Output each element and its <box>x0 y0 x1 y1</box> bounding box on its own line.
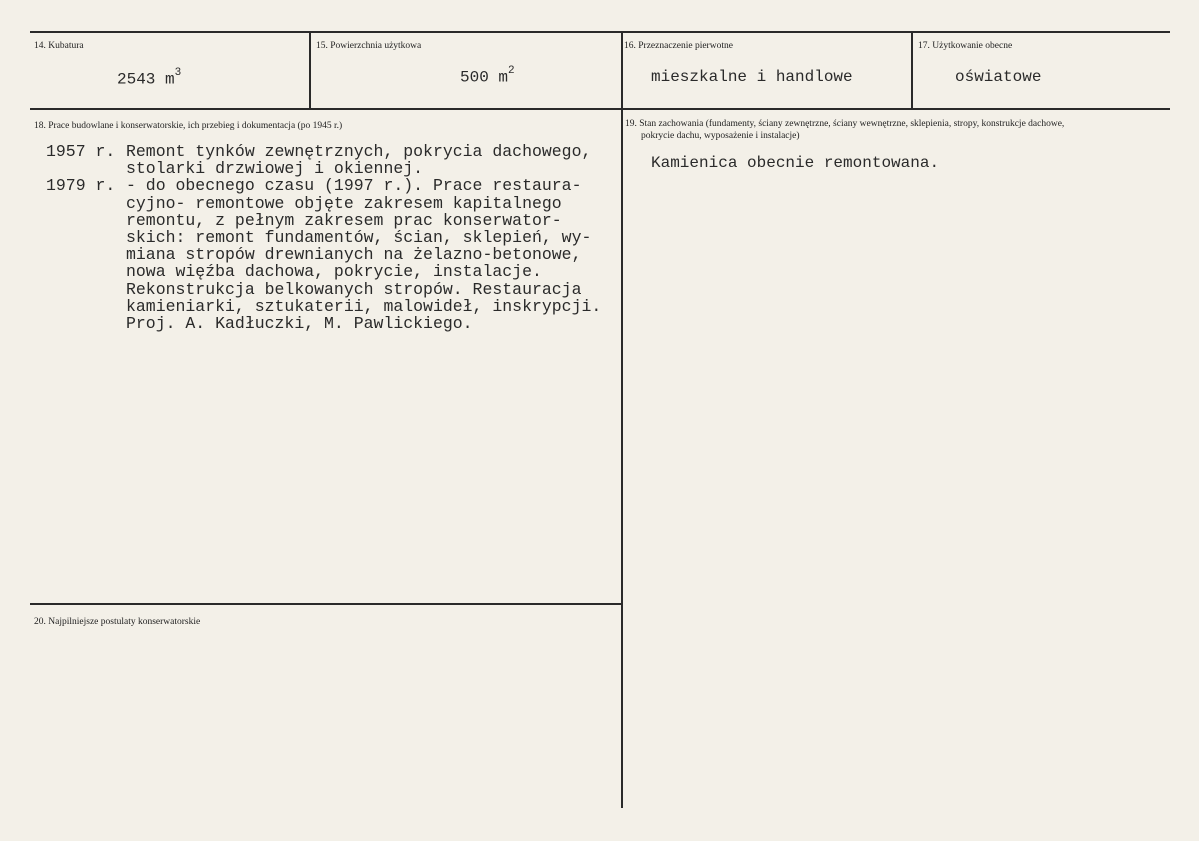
work-line: nowa więźba dachowa, pokrycie, instalacje. <box>126 262 542 282</box>
work-entry-text <box>126 177 601 332</box>
field-16-label: 16. Przeznaczenie pierwotne <box>624 41 733 51</box>
work-line: skich: remont fundamentów, ścian, sklepień, wy- <box>126 228 592 248</box>
area-value: 500 m <box>460 68 509 87</box>
field-14-label: 14. Kubatura <box>34 41 84 51</box>
field-19-label-line1: 19. Stan zachowania (fundamenty, ściany zewnętrzne, ściany wewnętrzne, sklepienia, stropy, konstrukcje dachowe, <box>625 119 1065 129</box>
work-entry <box>46 177 601 332</box>
field-17-label: 17. Użytkowanie obecne <box>918 41 1013 51</box>
field-20-label: 20. Najpilniejsze postulaty konserwatorskie <box>34 617 201 627</box>
field-14-value <box>117 69 181 88</box>
work-entry-year: 1979 r. <box>46 176 116 196</box>
section-20-top-line <box>30 603 622 605</box>
kubatura-value: 2543 m <box>117 70 175 89</box>
col-divider-1 <box>309 31 311 110</box>
work-entry-text <box>126 143 591 177</box>
row-divider-line <box>30 108 1170 110</box>
top-border-line <box>30 31 1170 33</box>
work-line: Rekonstrukcja belkowanych stropów. Restauracja <box>126 279 582 299</box>
work-line: remontu, z pełnym zakresem prac konserwator- <box>126 210 562 230</box>
field-19-label-line2: pokrycie dachu, wyposażenie i instalacje) <box>641 131 800 141</box>
field-18-label: 18. Prace budowlane i konserwatorskie, ich przebieg i dokumentacja (po 1945 r.) <box>34 121 343 131</box>
col-divider-3 <box>911 31 913 110</box>
work-line: cyjno- remontowe objęte zakresem kapitalnego <box>126 193 562 213</box>
work-line: Proj. A. Kadłuczki, M. Pawlickiego. <box>126 314 473 334</box>
field-15-label: 15. Powierzchnia użytkowa <box>316 41 422 51</box>
work-entry-year: 1957 r. <box>46 142 116 161</box>
work-line: miana stropów drewnianych na żelazno-betonowe, <box>126 245 582 265</box>
work-line: stolarki drzwiowej i okiennej. <box>126 159 424 179</box>
kubatura-exponent: 3 <box>174 67 182 79</box>
area-exponent: 2 <box>508 65 515 77</box>
work-line: Remont tynków zewnętrznych, pokrycia dachowego, <box>126 142 592 161</box>
work-line: - do obecnego czasu (1997 r.). Prace restaura- <box>126 176 582 196</box>
field-15-value <box>460 67 515 86</box>
work-line: kamieniarki, sztukaterii, malowideł, inskrypcji. <box>126 296 602 316</box>
field-16-value: mieszkalne i handlowe <box>651 68 853 86</box>
works-list <box>46 143 601 332</box>
field-17-value: oświatowe <box>955 68 1042 86</box>
col-divider-2 <box>621 31 623 808</box>
field-19-value: Kamienica obecnie remontowana. <box>651 154 940 172</box>
work-entry <box>46 143 601 177</box>
